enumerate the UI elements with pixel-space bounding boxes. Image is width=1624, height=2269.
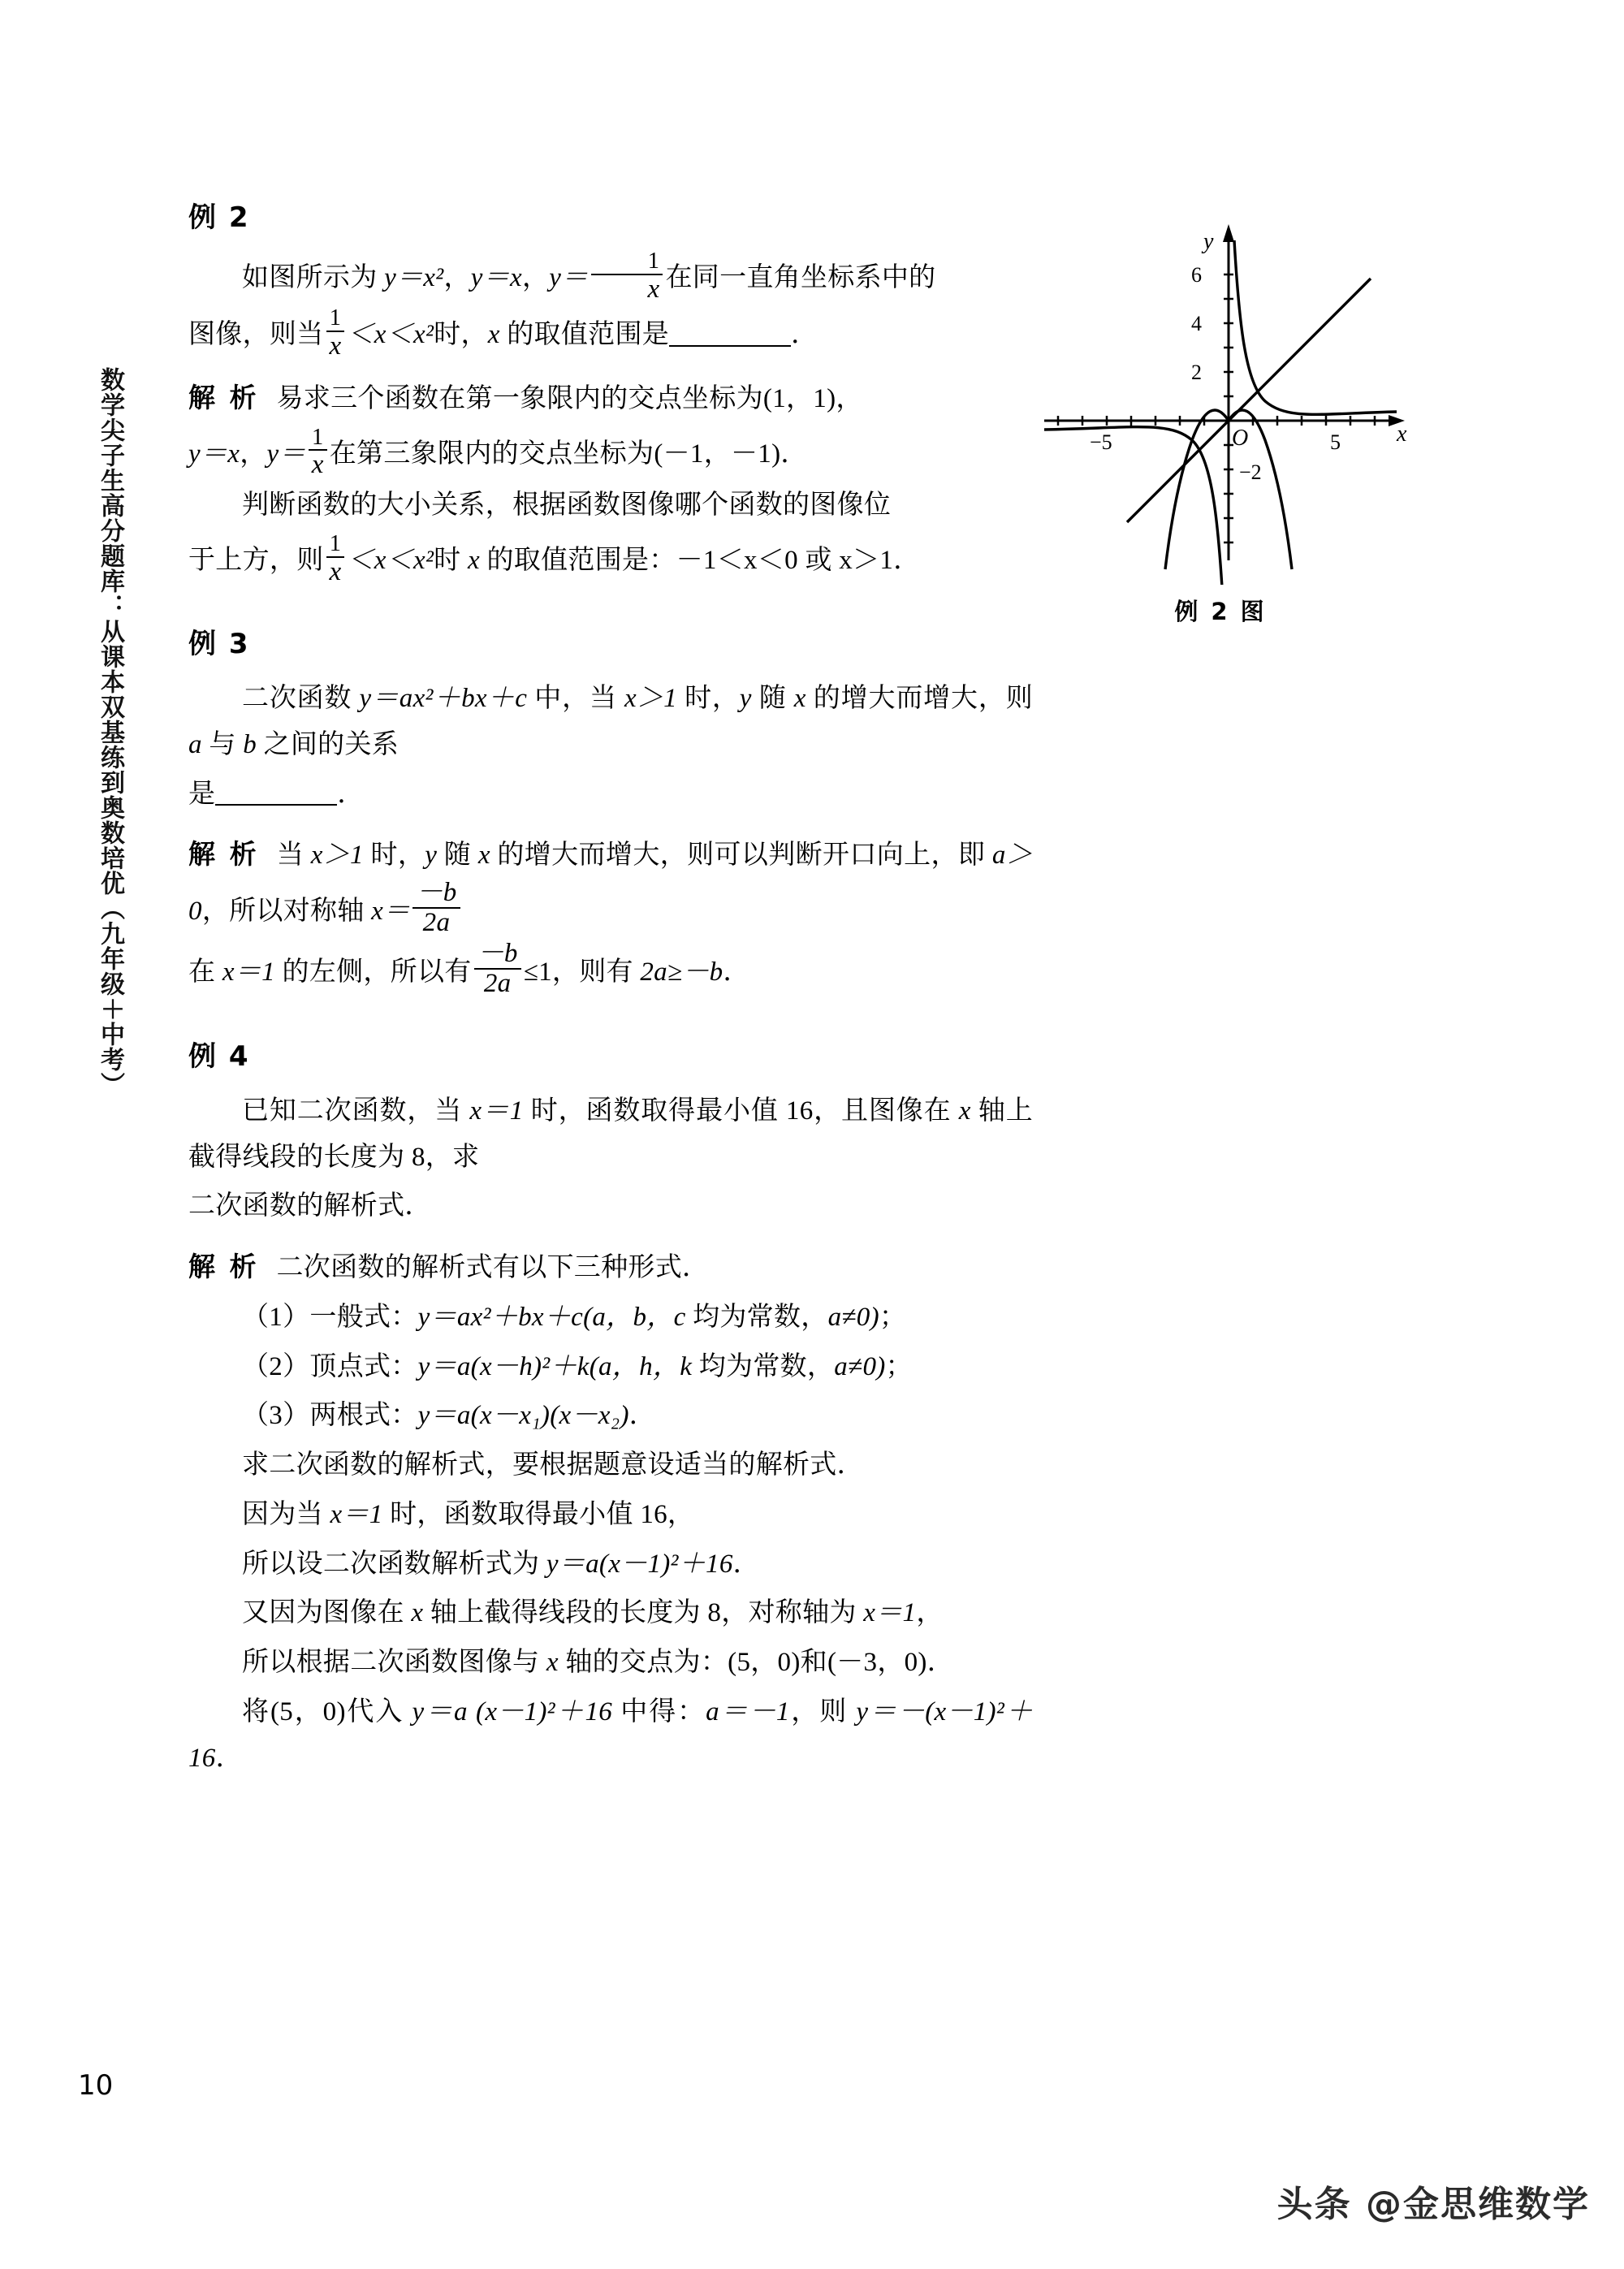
example-4-heading: 例 4 [188, 1039, 250, 1073]
math-expr: x＞1 [310, 841, 364, 871]
text-fragment: 的增大而增大，则可以判断开口向上，即 [490, 841, 992, 871]
text-fragment: 当 [276, 841, 311, 871]
math-expr: y＝a(x－1)²＋16 [546, 1549, 733, 1579]
axes [1044, 234, 1397, 560]
example-2-block [188, 195, 1033, 586]
example-2-analysis-line-1 [188, 375, 1033, 422]
math-expr: a≠0) [827, 1302, 879, 1332]
math-expr: x＝1 [469, 1096, 524, 1126]
fraction-denominator: 2a [474, 968, 521, 998]
text-fragment: 又因为图像在 [242, 1598, 412, 1628]
text-fragment: 易求三个函数在第一象限内的交点坐标为(1，1)， [276, 383, 863, 413]
example-3-problem-line-2 [188, 771, 1033, 818]
example-4-step-6 [188, 1689, 1033, 1782]
y-tick-label-minus-2: −2 [1239, 460, 1262, 484]
fraction-numerator: 1 [329, 305, 342, 331]
text-fragment: 的取值范围是：－1＜x＜0 或 x＞1． [479, 545, 921, 575]
figure-example-2 [1030, 203, 1411, 627]
curve-y-equals-x [1127, 279, 1371, 522]
math-expr: x [477, 841, 490, 871]
fraction-denominator: x [326, 331, 345, 361]
math-expr: x [958, 1096, 971, 1126]
text-fragment: 判断函数的大小关系，根据函数图像哪个函数的图像位 [242, 491, 892, 521]
math-expr: y＝－(x－1)²＋16 [188, 1696, 1033, 1773]
text-fragment: 二次函数 [242, 684, 360, 714]
fraction-one-over-x [591, 249, 663, 303]
text-fragment: 中，当 [527, 684, 624, 714]
coordinate-graph [1030, 203, 1411, 585]
example-3-analysis-line-2 [188, 940, 1033, 997]
y-axis-arrow-icon [1223, 224, 1234, 242]
text-fragment: 图像，则当 [188, 320, 324, 350]
text-fragment: ． [628, 1401, 657, 1431]
text-fragment: 均为常数， [685, 1302, 828, 1332]
math-expr: y＝ax²＋bx＋c [359, 684, 528, 714]
text-fragment: ； [885, 1351, 913, 1381]
text-fragment: （1）一般式： [242, 1302, 418, 1332]
text-fragment: （3）两根式： [242, 1401, 418, 1431]
text-fragment: ，所以对称轴 [201, 897, 372, 927]
text-fragment: 在第三象限内的交点坐标为(－1，－1)． [329, 439, 808, 469]
math-expr: y＝ [549, 263, 589, 293]
example-4-step-2 [188, 1492, 1033, 1538]
y-tick-label-6: 6 [1191, 263, 1202, 287]
example-2-problem-line-2 [188, 306, 1033, 360]
text-fragment: 的取值范围是 [499, 320, 670, 350]
example-2-problem-line-1 [188, 249, 1033, 303]
text-fragment: 如图所示为 [242, 263, 385, 293]
text-fragment: 中得： [612, 1696, 706, 1727]
math-expr: y＝x [188, 439, 240, 469]
example-4-analysis-intro [188, 1244, 1033, 1291]
fraction-one-over-x [326, 532, 345, 586]
text-fragment: 的增大而增大，则 [806, 684, 1034, 714]
text-fragment: ，则有 [551, 957, 641, 988]
text-fragment: 已知二次函数，当 [242, 1096, 470, 1126]
text-fragment: ； [879, 1302, 907, 1332]
y-tick-label-4: 4 [1191, 312, 1202, 335]
example-4-step-1 [188, 1442, 1033, 1489]
text-fragment: 的左侧，所以有 [274, 957, 472, 988]
math-expr: y＝x² [384, 263, 444, 293]
y-tick-label-2: 2 [1191, 361, 1202, 384]
math-expr: y＝a (x－1)²＋16 [412, 1696, 613, 1727]
math-expr: a≠0) [834, 1351, 886, 1381]
math-expr: x＝ [371, 897, 411, 927]
main-content [188, 195, 1033, 1784]
text-fragment: 随 [751, 684, 794, 714]
fraction-minus-b-over-2a [474, 940, 521, 997]
fraction-numerator: 1 [647, 249, 660, 274]
text-fragment: 求二次函数的解析式，要根据题意设适当的解析式． [242, 1450, 864, 1480]
example-3-heading: 例 3 [188, 628, 250, 661]
math-expr: x [487, 320, 500, 350]
math-expr: x [793, 684, 806, 714]
example-4-form-vertex [188, 1344, 1033, 1390]
text-fragment: 所以根据二次函数图像与 [242, 1648, 546, 1677]
text-fragment: 与 [201, 729, 244, 759]
watermark: 头条 @金思维数学 [1276, 2184, 1590, 2225]
answer-blank [215, 804, 337, 806]
math-expr: x＞1 [624, 684, 677, 714]
math-expr: y＝a(x－h)²＋k(a，h，k [417, 1351, 693, 1381]
analysis-tag: 解 析 [188, 381, 259, 413]
text-fragment: ． [791, 320, 818, 350]
example-2-analysis-line-4 [188, 532, 1033, 586]
text-fragment: ， [443, 263, 471, 293]
math-expr: a＝－1 [706, 1696, 790, 1727]
y-axis-label: y [1203, 229, 1214, 254]
text-fragment: 轴的交点为：(5，0)和(－3，0)． [558, 1648, 955, 1677]
curve-y-equals-one-over-x-branch-2 [1044, 427, 1223, 585]
text-fragment: ， [916, 1598, 944, 1628]
fraction-denominator: x [309, 449, 327, 479]
text-fragment: 均为常数， [692, 1351, 835, 1381]
fraction-minus-b-over-2a [412, 879, 460, 936]
text-fragment: 时 [434, 545, 468, 575]
fraction-one-over-x [326, 306, 345, 360]
fraction-one-over-x [309, 426, 327, 479]
math-expr: x＝1 [222, 957, 275, 988]
x-tick-label-minus-5: −5 [1090, 430, 1112, 454]
example-2-analysis-line-3 [188, 482, 1033, 529]
analysis-tag: 解 析 [188, 1251, 259, 1282]
math-expr: y＝ [266, 439, 306, 469]
text-fragment: 所以设二次函数解析式为 [242, 1549, 546, 1579]
text-fragment: 随 [437, 841, 478, 871]
text-fragment: 在 [188, 957, 222, 988]
text-fragment: ， [240, 439, 267, 469]
math-expr: b [243, 729, 257, 759]
text-fragment: 时，函数取得最小值 16，且图像在 [523, 1096, 959, 1126]
text-fragment: 时， [677, 684, 740, 714]
math-expr: x＝1 [863, 1598, 917, 1628]
origin-label: O [1232, 426, 1249, 451]
example-4-step-4 [188, 1590, 1033, 1636]
x-axis-label: x [1397, 421, 1407, 447]
math-expr: x [411, 1598, 424, 1628]
fraction-numerator: 1 [329, 530, 342, 556]
math-expr: y＝a(x－x₁)(x－x₂) [417, 1401, 629, 1431]
page-number: 10 [78, 2069, 114, 2102]
example-4-problem-line-1 [188, 1088, 1033, 1181]
text-fragment: ，则 [789, 1696, 857, 1727]
math-expr: y＝ax²＋bx＋c(a，b，c [417, 1302, 686, 1332]
text-fragment: 轴上截得线段的长度为 8，对称轴为 [423, 1598, 864, 1628]
text-fragment: ． [215, 1743, 243, 1773]
math-expr: y [425, 841, 438, 871]
text-fragment: 将(5，0)代入 [242, 1696, 412, 1727]
curve-y-equals-one-over-x-branch-1 [1234, 240, 1397, 414]
text-fragment: 时， [434, 320, 488, 350]
math-expr: ≤1 [523, 957, 552, 988]
math-expr: a＞0 [188, 841, 1034, 927]
figure-caption: 例 2 图 [1174, 598, 1267, 625]
math-expr: x [468, 545, 480, 575]
math-expr: a [188, 729, 202, 759]
example-4-problem-line-2 [188, 1183, 1033, 1230]
fraction-numerator: 1 [311, 424, 324, 450]
math-expr: ＜x＜x² [347, 320, 434, 350]
side-running-head: 数学尖子生高分题库：从课本双基练到奥数培优（九年级＋中考） [96, 367, 124, 1097]
fraction-denominator: 2a [412, 907, 460, 937]
example-4-form-general [188, 1294, 1033, 1341]
text-fragment: 轴上截得线段的长度为 8，求 [188, 1096, 1034, 1172]
text-fragment: ， [521, 263, 550, 293]
text-fragment: 于上方，则 [188, 545, 324, 575]
text-fragment: 二次函数的解析式． [188, 1191, 432, 1221]
text-fragment: 时，函数取得最小值 16， [382, 1499, 695, 1529]
fraction-numerator: －b [477, 939, 518, 969]
text-fragment: 因为当 [242, 1499, 330, 1529]
text-fragment: ． [732, 1549, 760, 1579]
fraction-denominator: x [591, 274, 663, 304]
fraction-numerator: －b [416, 878, 457, 908]
text-fragment: ． [337, 779, 365, 809]
text-fragment: 之间的关系 [257, 729, 400, 759]
answer-blank [669, 345, 791, 347]
text-fragment: 是 [188, 779, 216, 809]
math-expr: ＜x＜x² [347, 545, 434, 575]
text-fragment: 在同一直角坐标系中的 [665, 263, 936, 293]
example-2-heading: 例 2 [188, 201, 250, 234]
example-4-step-5 [188, 1640, 1033, 1686]
text-fragment: 二次函数的解析式有以下三种形式． [276, 1253, 710, 1282]
example-4-block [188, 1034, 1033, 1782]
example-3-problem-line-1 [188, 676, 1033, 768]
math-expr: y [739, 684, 752, 714]
example-3-analysis-line-1 [188, 832, 1033, 936]
example-2-analysis-line-2 [188, 426, 1033, 479]
analysis-tag: 解 析 [188, 838, 259, 871]
math-expr: 2a≥－b [640, 957, 723, 988]
math-expr: x [546, 1648, 559, 1677]
text-fragment: ． [723, 957, 750, 988]
example-4-step-3 [188, 1541, 1033, 1588]
example-4-form-factored [188, 1393, 1033, 1439]
text-fragment: 时， [363, 841, 425, 871]
math-expr: y＝x [470, 263, 522, 293]
fraction-denominator: x [326, 556, 345, 586]
text-fragment: （2）顶点式： [242, 1351, 418, 1381]
example-3-block [188, 621, 1033, 998]
x-tick-label-5: 5 [1330, 430, 1341, 454]
math-expr: x＝1 [330, 1499, 383, 1529]
